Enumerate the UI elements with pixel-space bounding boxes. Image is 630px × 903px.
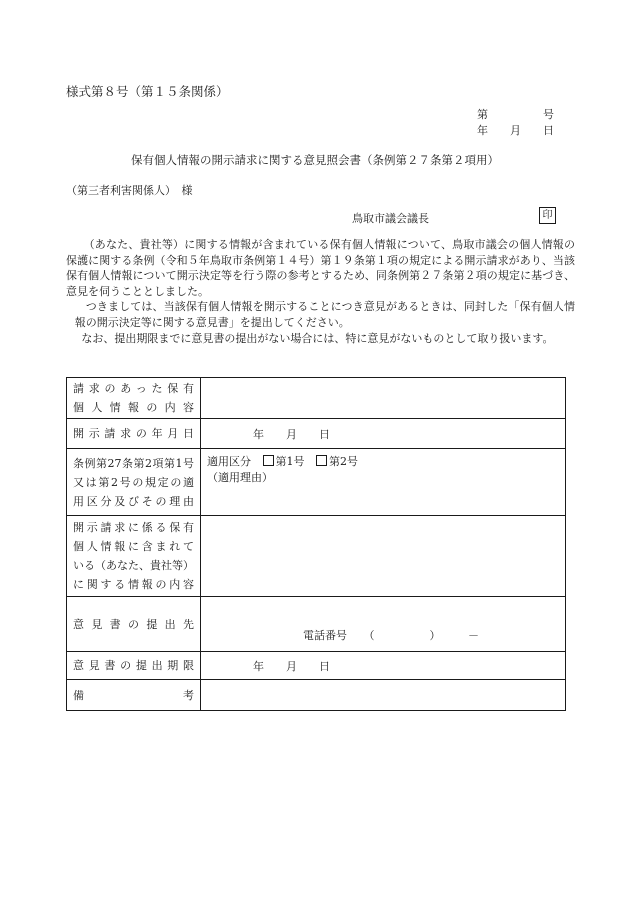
body-text (66, 237, 575, 346)
seal-mark: 印 (539, 207, 556, 224)
submission-destination-label: 意見書の提出先 (67, 597, 201, 652)
addressee: （第三者利害関係人） 様 (66, 184, 193, 197)
table-row (67, 516, 566, 597)
form-number: 様式第８号（第１５条関係） (66, 84, 229, 99)
body-paragraph: （あなた、貴社等）に関する情報が含まれている保有個人情報について、鳥取市議会の個人情報の保護に関する条例（令和５年鳥取市条例第１４号）第１９条第１項の規定による開示請求があり、当該保有個人情報について開示決定等を行う際の参考とするため、同条例第２７条第２項の規定に基づき、意見を伺うこととしました。 (66, 238, 575, 298)
table-row (67, 378, 566, 419)
related-info-label: 開示請求に係る保有 個人情報に含まれて いる（あなた、貴社等） に関する情報の内容 (67, 516, 201, 597)
requested-info-value[interactable] (201, 378, 566, 419)
submission-destination-value[interactable] (201, 597, 566, 652)
checkbox-label-1: 第1号 (275, 455, 305, 468)
body-paragraph: なお、提出期限までに意見書の提出がない場合には、特に意見がないものとして取り扱います。 (81, 331, 554, 345)
sender: 鳥取市議会議長 (352, 212, 429, 225)
phone-number: 電話番号 （ ） － (303, 628, 479, 642)
document-title: 保有個人情報の開示請求に関する意見照会書（条例第２７条第２項用） (131, 153, 499, 167)
request-date-label: 開示請求の年月日 (67, 419, 201, 449)
applicable-category-label: 条例第27条第2項第1号 又は第2号の規定の適 用区分及びその理由 (67, 449, 201, 516)
applicable-category-value[interactable] (201, 449, 566, 516)
remarks-label: 備 考 (67, 680, 201, 711)
table-row (67, 652, 566, 680)
reason-label: （適用理由） (207, 471, 273, 484)
document-number: 第 号 (477, 108, 554, 121)
remarks-value[interactable] (201, 680, 566, 711)
deadline-value[interactable]: 年 月 日 (201, 652, 566, 680)
request-date-value[interactable]: 年 月 日 (201, 419, 566, 449)
checkbox-item-2[interactable] (316, 455, 327, 466)
table-row (67, 449, 566, 516)
related-info-value[interactable] (201, 516, 566, 597)
table-row (67, 680, 566, 711)
category-label: 適用区分 (207, 455, 251, 468)
requested-info-label: 請求のあった保有 個人情報の内容 (67, 378, 201, 419)
deadline-label: 意見書の提出期限 (67, 652, 201, 680)
table-row (67, 597, 566, 652)
checkbox-label-2: 第2号 (329, 455, 358, 468)
checkbox-item-1[interactable] (263, 455, 274, 466)
body-paragraph: つきましては、当該保有個人情報を開示することにつき意見があるときは、同封した「保有個人情報の開示決定等に関する意見書」を提出してください。 (74, 300, 575, 329)
form-table (66, 377, 566, 711)
document-date: 年 月 日 (477, 124, 554, 137)
table-row (67, 419, 566, 449)
